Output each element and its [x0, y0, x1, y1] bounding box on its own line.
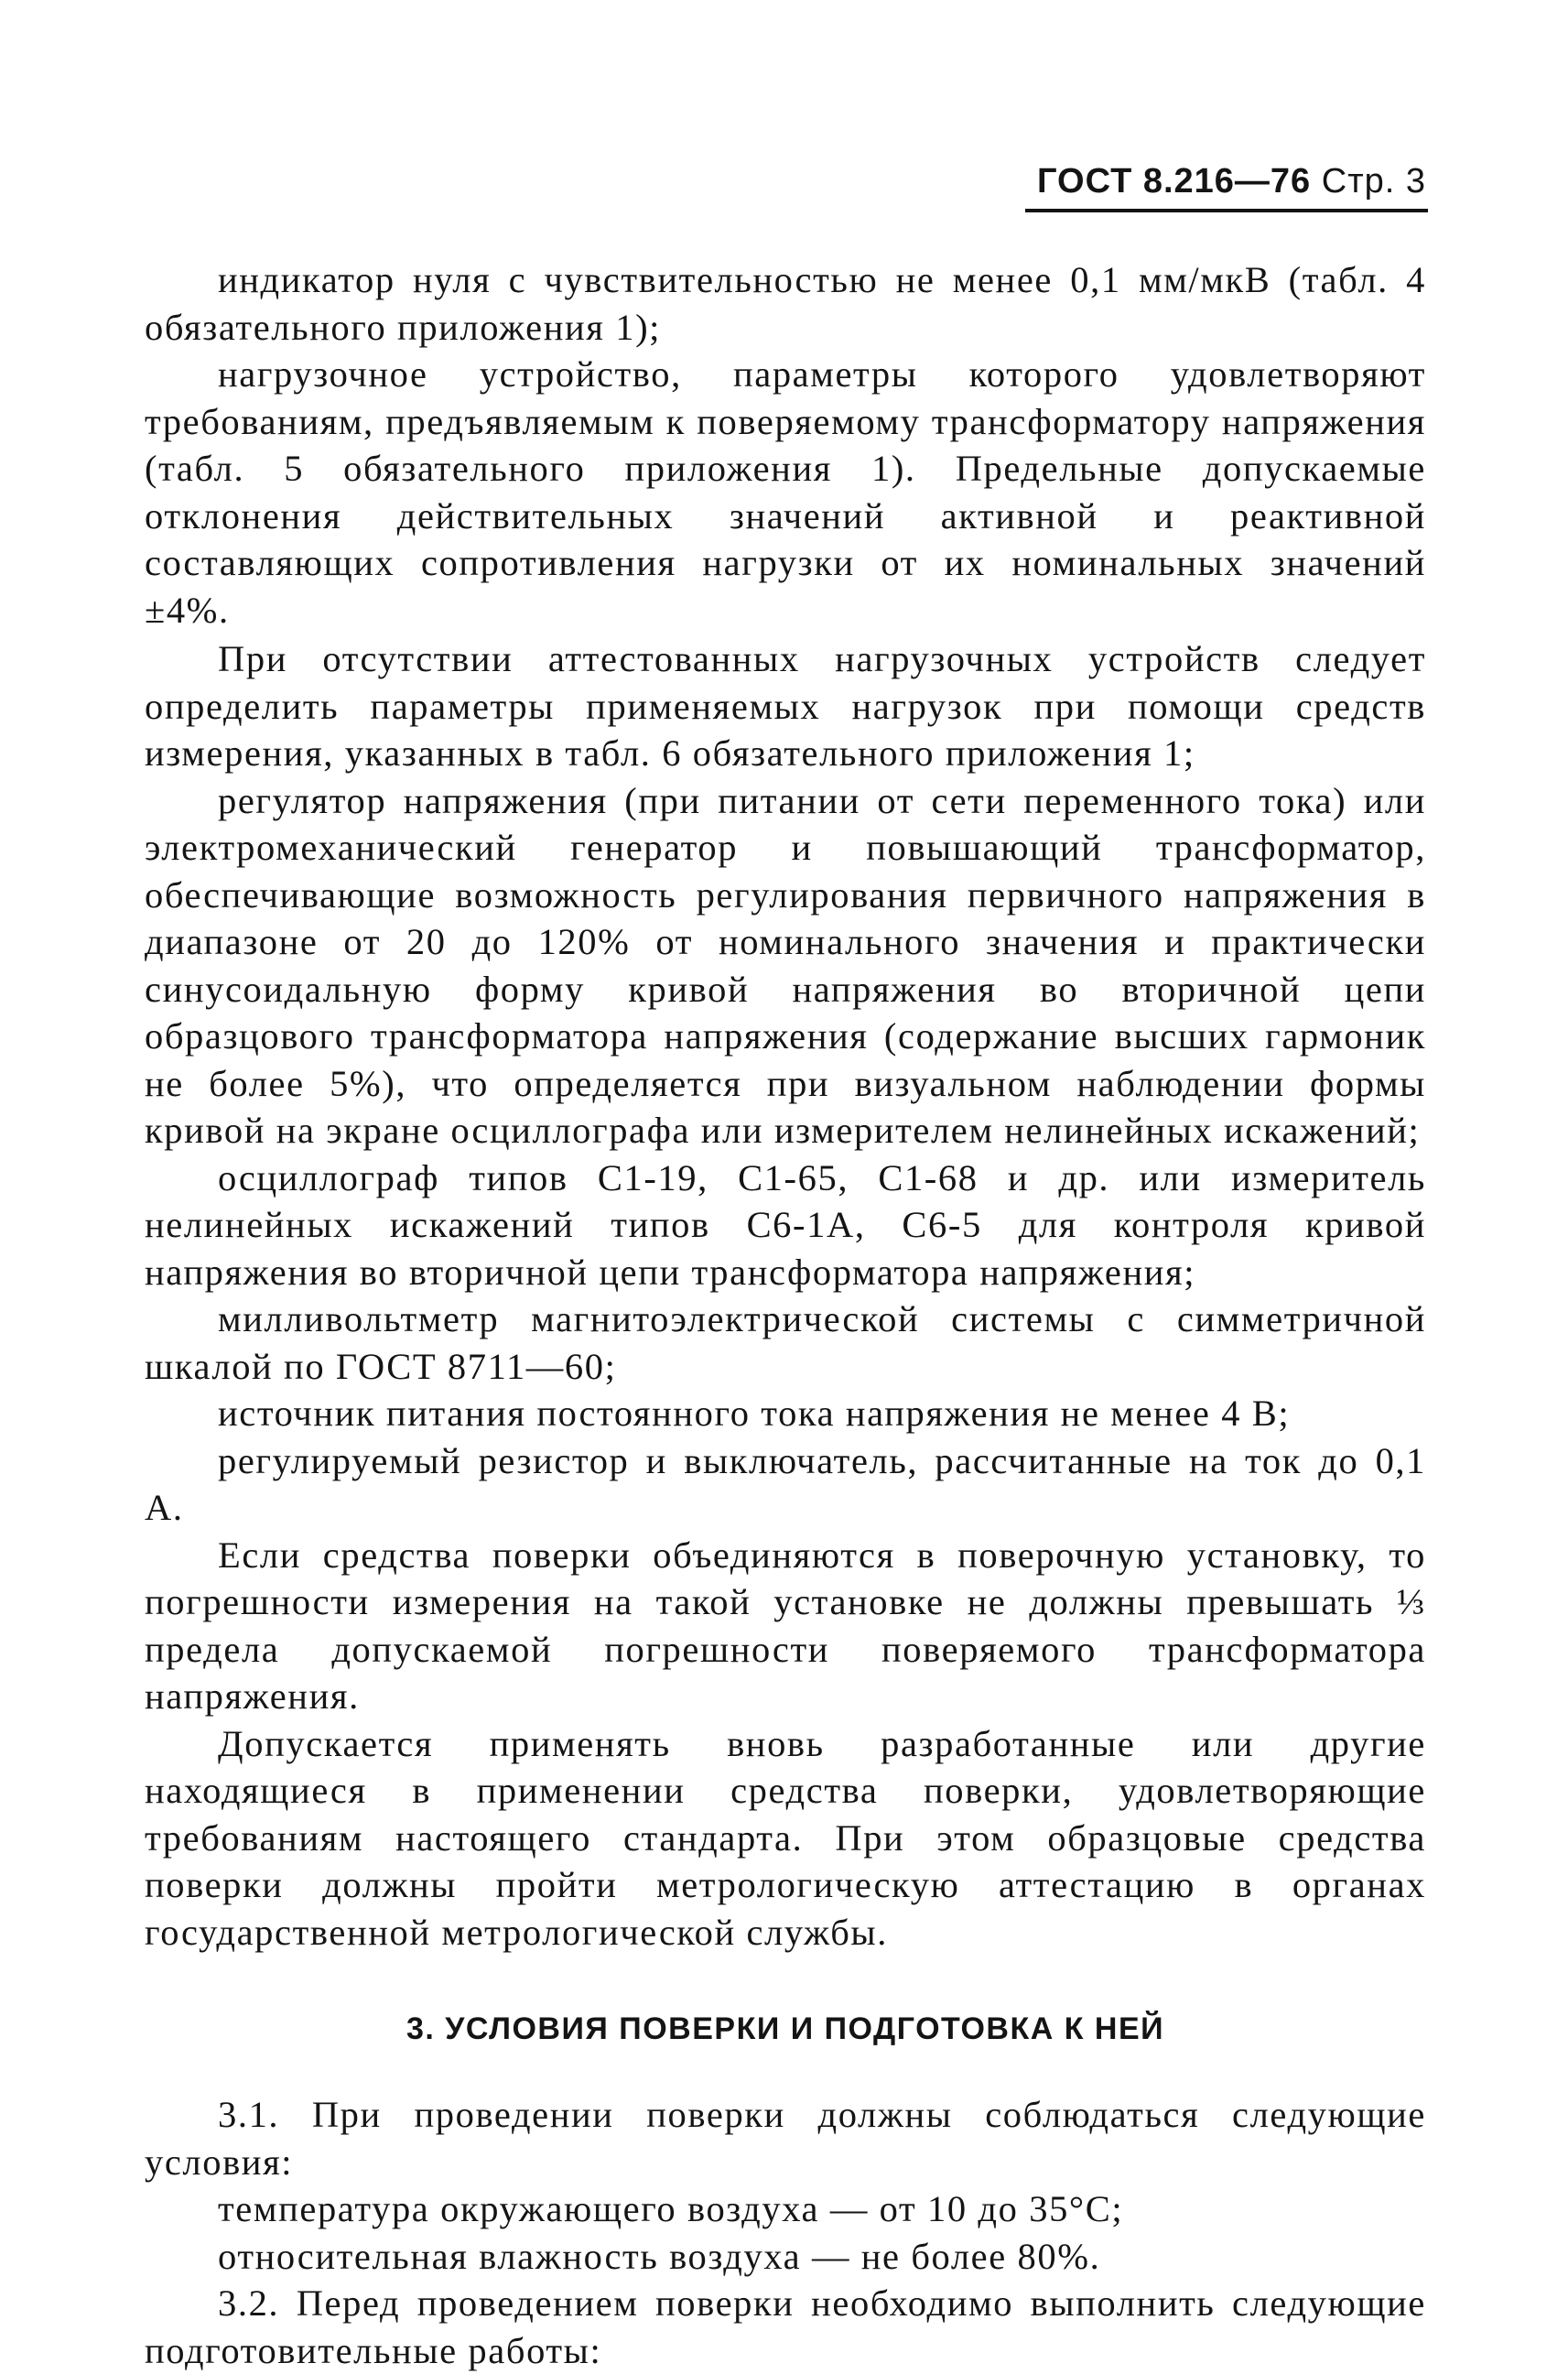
standard-code: ГОСТ 8.216—76	[1036, 162, 1312, 201]
paragraph-no-certified-loads: При отсутствии аттестованных нагрузочных устройств следует определить параметры применяемых нагрузок при помощи средств измерения, указанных в табл. 6 обязательного приложения 1;	[145, 638, 1426, 774]
paragraph-humidity: относительная влажность воздуха — не более 80%.	[218, 2235, 1101, 2277]
page-header	[1025, 161, 1426, 201]
paragraph-temperature: температура окружающего воздуха — от 10 до 35°С;	[218, 2188, 1124, 2229]
paragraph-voltage-regulator: регулятор напряжения (при питании от сети переменного тока) или электромеханический генератор и повышающий трансформатор, обеспечивающие возможность регулирования первичного напряжения в диапазоне от 20 до 120% от номинального значения и практически синусоидальную форму кривой напряжения во вторичной цепи образцового трансформатора напряжения (содержание высших гармоник не более 5%), что определяется при визуальном наблюдении формы кривой на экране осциллографа или измерителем нелинейных искажений;	[145, 779, 1426, 1151]
paragraph-new-equipment: Допускается применять вновь разработанные или другие находящиеся в применении средства поверки, удовлетворяющие требованиям настоящего стандарта. При этом образцовые средства поверки должны пройти метрологическую аттестацию в органах государственной метрологической службы.	[145, 1722, 1426, 1953]
paragraph-3-1: 3.1. При проведении поверки должны соблюдаться следующие условия:	[145, 2094, 1426, 2183]
paragraph-null-indicator: индикатор нуля с чувствительностью не менее 0,1 мм/мкВ (табл. 4 обязательного приложения 1);	[145, 259, 1426, 348]
paragraph-dc-source: источник питания постоянного тока напряжения не менее 4 В;	[218, 1393, 1291, 1434]
paragraph-verification-setup: Если средства поверки объединяются в поверочную установку, то погрешности измерения на такой установке не должны превышать ⅓ предела допускаемой погрешности поверяемого трансформатора напряжения.	[145, 1534, 1426, 1717]
paragraph-resistor-switch: регулируемый резистор и выключатель, рассчитанные на ток до 0,1 А.	[145, 1439, 1426, 1528]
header-rule	[1025, 209, 1428, 212]
paragraph-millivoltmeter: милливольтметр магнитоэлектрической системы с симметричной шкалой по ГОСТ 8711—60;	[145, 1298, 1426, 1387]
document-body	[145, 256, 1426, 2374]
page-number: Стр. 3	[1321, 162, 1426, 201]
paragraph-load-device: нагрузочное устройство, параметры которого удовлетворяют требованиям, предъявляемым к поверяемому трансформатору напряжения (табл. 5 обязательного приложения 1). Предельные допускаемые отклонения действительных значений активной и реактивной составляющих сопротивления нагрузки от их номинальных значений ±4%.	[145, 353, 1426, 631]
paragraph-oscilloscope: осциллограф типов С1-19, С1-65, С1-68 и др. или измеритель нелинейных искажений типов С6-1А, С6-5 для контроля кривой напряжения во вторичной цепи трансформатора напряжения;	[145, 1156, 1426, 1293]
section-heading: 3. УСЛОВИЯ ПОВЕРКИ И ПОДГОТОВКА К НЕЙ	[406, 2011, 1165, 2046]
paragraph-3-2: 3.2. Перед проведением поверки необходимо выполнить следующие подготовительные работы:	[145, 2282, 1426, 2371]
